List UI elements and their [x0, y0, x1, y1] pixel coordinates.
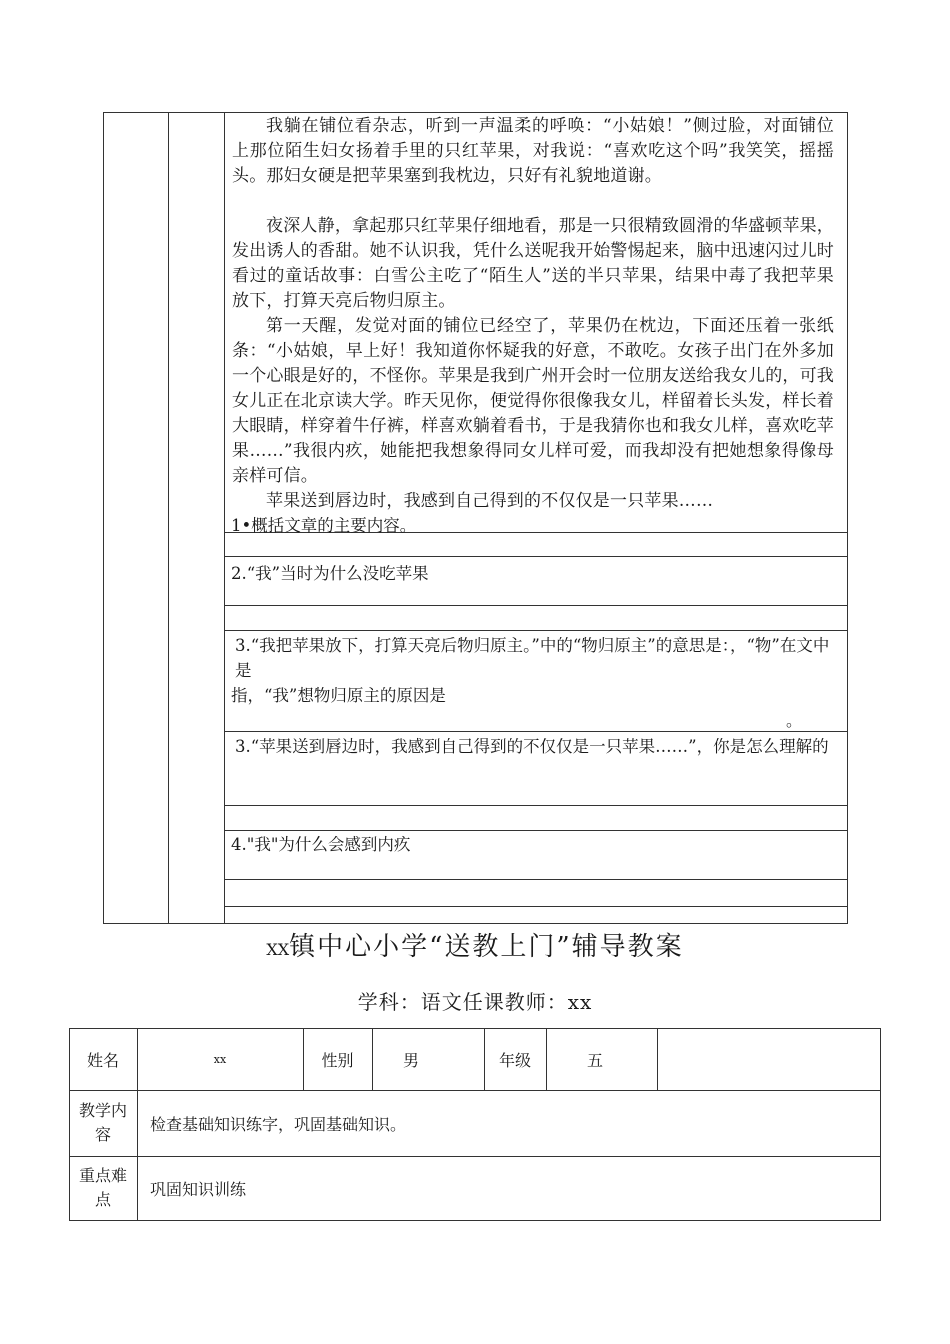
question-3: 3.“我把苹果放下，打算天亮后物归原主。”中的“物归原主”的意思是：，“物”在文中是	[235, 636, 830, 680]
row-divider	[224, 630, 848, 631]
question-3-line-2: 指，“我”想物归原主的原因是	[231, 686, 446, 705]
row-divider	[224, 605, 848, 606]
focus-value: 巩固知识训练	[150, 1179, 247, 1199]
content-label: 教学内容	[78, 1101, 127, 1144]
content-value: 检查基础知识练字，巩固基础知识。	[150, 1114, 407, 1134]
gender-value: 男	[402, 1050, 419, 1070]
gender-label: 性别	[321, 1050, 354, 1070]
title-prefix: XX	[266, 940, 290, 959]
focus-label: 重点难点	[78, 1166, 127, 1209]
grade-value: 五	[586, 1050, 603, 1070]
page-title	[0, 926, 950, 963]
name-label: 姓名	[86, 1050, 119, 1070]
table-border-left	[103, 112, 104, 924]
question-2: 2.“我”当时为什么没吃苹果	[231, 564, 429, 583]
page-subtitle: 学科：语文任课教师：xx	[357, 990, 593, 1014]
column-divider	[657, 1028, 658, 1091]
grade-label: 年级	[498, 1050, 531, 1070]
table-border-bottom	[69, 1220, 881, 1221]
story-paragraph-2: 夜深人静，拿起那只红苹果仔细地看，那是一只很精致圆滑的华盛顿苹果，发出诱人的香甜。她不认识我，凭什么送呢我开始警惕起来，脑中迅速闪过儿时看过的童话故事：白雪公主吃了“陌生人”送的半只苹果，结果中毒了我把苹果放下，打算天亮后物归原主。	[232, 216, 834, 311]
column-divider	[168, 112, 169, 924]
table-border-right	[847, 112, 848, 924]
question-4: 3.“苹果送到唇边时，我感到自己得到的不仅仅是一只苹果……”，你是怎么理解的	[235, 737, 829, 756]
story-paragraph-1: 我躺在铺位看杂志，听到一声温柔的呼唤：“小姑娘！”侧过脸，对面铺位上那位陌生妇女扬着手里的只红苹果，对我说：“喜欢吃这个吗”我笑笑，摇摇头。那妇女硬是把苹果塞到我枕边，只好有礼貌地道谢。	[232, 116, 834, 186]
question-3-end-mark: 。	[786, 711, 803, 730]
story-paragraph-4: 苹果送到唇边时，我感到自己得到的不仅仅是一只苹果……	[266, 491, 714, 511]
question-1: 1•概括文章的主要内容。	[231, 516, 417, 535]
table-border-right	[880, 1028, 881, 1221]
table-border-top	[103, 112, 848, 113]
title-text: 镇中心小学“送教上门”辅导教案	[289, 932, 684, 962]
story-paragraph-3: 第一天醒，发觉对面的铺位已经空了，苹果仍在枕边，下面还压着一张纸条：“小姑娘，早上好！我知道你怀疑我的好意，不敢吃。女孩子出门在外多加一个心眼是好的，不怪你。苹果是我到广州开会时一位朋友送给我女儿的，可我女儿正在北京读大学。昨天见你，便觉得你很像我女儿，样留着长头发，样长着大眼睛，样穿着牛仔裤，样喜欢躺着看书，于是我猜你也和我女儿样，喜欢吃苹果……”我很内疚，她能把我想象得同女儿样可爱，而我却没有把她想象得像母亲样可信。	[232, 316, 834, 486]
name-value: xx	[213, 1052, 227, 1066]
column-divider	[224, 112, 225, 924]
row-divider	[224, 879, 848, 880]
table-border-bottom	[103, 923, 848, 924]
row-divider	[224, 731, 848, 732]
question-5: 4."我"为什么会感到内疚	[231, 835, 411, 854]
row-divider	[224, 805, 848, 806]
row-divider	[224, 830, 848, 831]
row-divider	[224, 906, 848, 907]
row-divider	[224, 556, 848, 557]
